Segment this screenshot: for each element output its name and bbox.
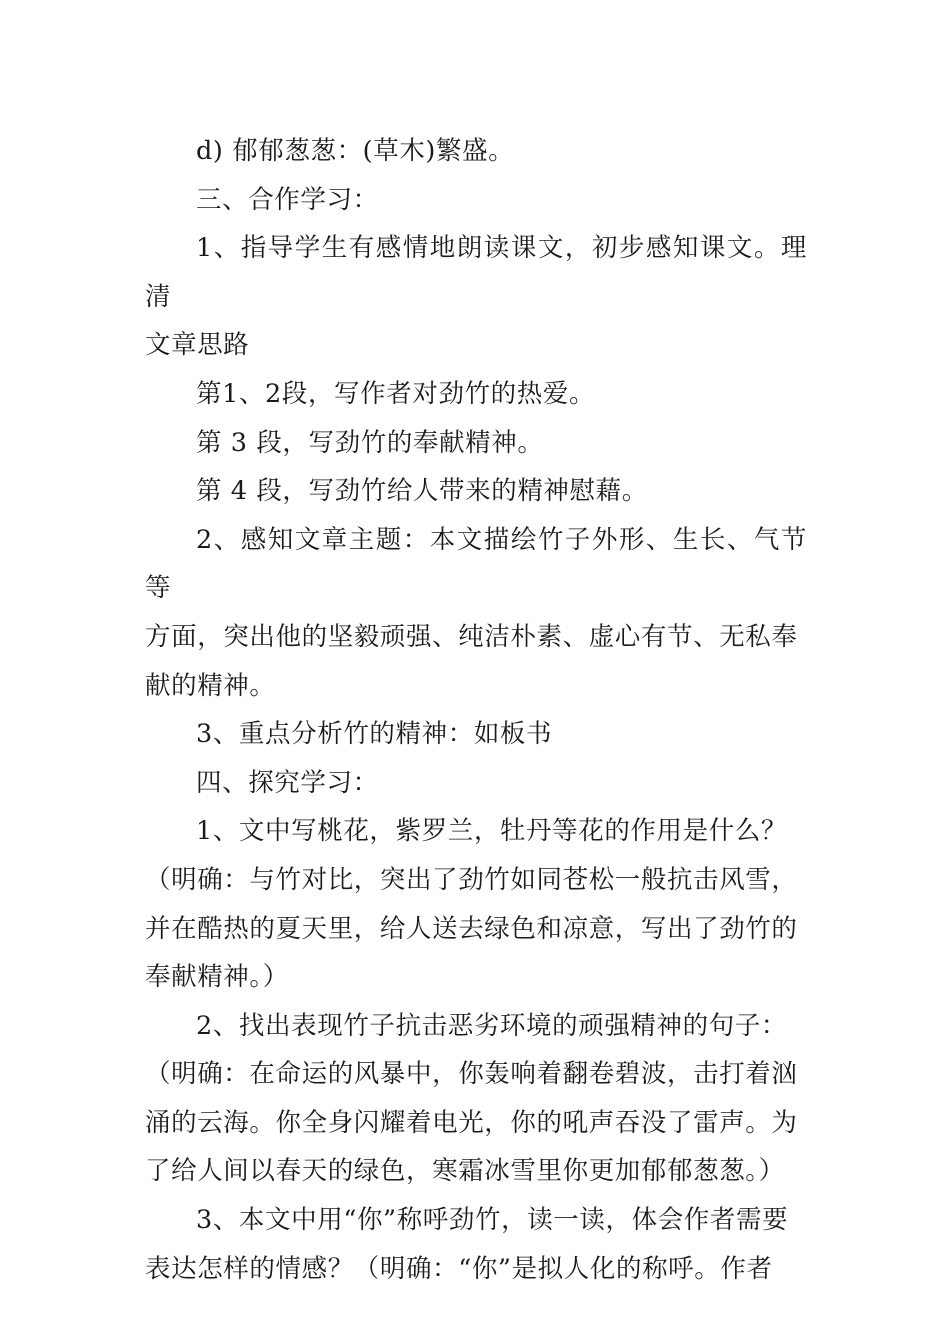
paragraph-item-2-theme [145,516,807,710]
text-line: 方面，突出他的坚毅顽强、纯洁朴素、虚心有节、无私奉 [145,621,798,652]
text-line: 并在酷热的夏天里，给人送去绿色和凉意，写出了劲竹的 [145,913,798,944]
document-body [145,127,807,1293]
text-line: 1、指导学生有感情地朗读课文，初步感知课文。理清 [145,233,807,312]
text-line: （明确：与竹对比，突出了劲竹如同苍松一般抗击风雪， [145,864,798,895]
text-line: 3、本文中用“你”称呼劲竹，读一读，体会作者需要 [196,1205,789,1236]
text-line: 了给人间以春天的绿色，寒霜冰雪里你更加郁郁葱葱。） [145,1156,785,1187]
text-line: d) 郁郁葱葱：(草木)繁盛。 [196,136,515,166]
paragraph-section-4 [145,467,807,516]
text-line: 2、找出表现竹子抗击恶劣环境的顽强精神的句子： [196,1010,788,1041]
text-line: 第 3 段，写劲竹的奉献精神。 [196,427,544,458]
paragraph-item-3-analysis [145,710,807,759]
text-line: 第 4 段，写劲竹给人带来的精神慰藉。 [196,476,648,507]
paragraph-item-1 [145,224,807,370]
section-heading-exploratory-learning [145,759,807,808]
paragraph-section-3 [145,419,807,468]
text-line: （明确：在命运的风暴中，你轰响着翻卷碧波，击打着汹 [145,1059,798,1090]
text-line: 献的精神。 [145,670,276,701]
paragraph-question-2 [145,1002,807,1196]
text-line: 四、探究学习： [196,767,379,798]
text-line: 奉献精神。） [145,962,289,993]
paragraph-section-1-2 [145,370,807,419]
section-heading-cooperative-learning [145,176,807,225]
text-line: 1、文中写桃花，紫罗兰，牡丹等花的作用是什么？ [196,816,788,847]
paragraph-question-3 [145,1196,807,1293]
paragraph-question-1 [145,807,807,1001]
text-line: 3、重点分析竹的精神：如板书 [196,719,553,750]
text-line: 2、感知文章主题：本文描绘竹子外形、生长、气节等 [145,524,807,604]
text-line: 表达怎样的情感？（明确：“你”是拟人化的称呼。作者 [145,1253,773,1284]
paragraph-definition-d [145,127,807,176]
text-line: 第1、2段，写作者对劲竹的热爱。 [196,378,596,409]
text-line: 三、合作学习： [196,184,379,215]
text-line: 涌的云海。你全身闪耀着电光，你的吼声吞没了雷声。为 [145,1107,798,1138]
text-line: 文章思路 [145,330,250,361]
